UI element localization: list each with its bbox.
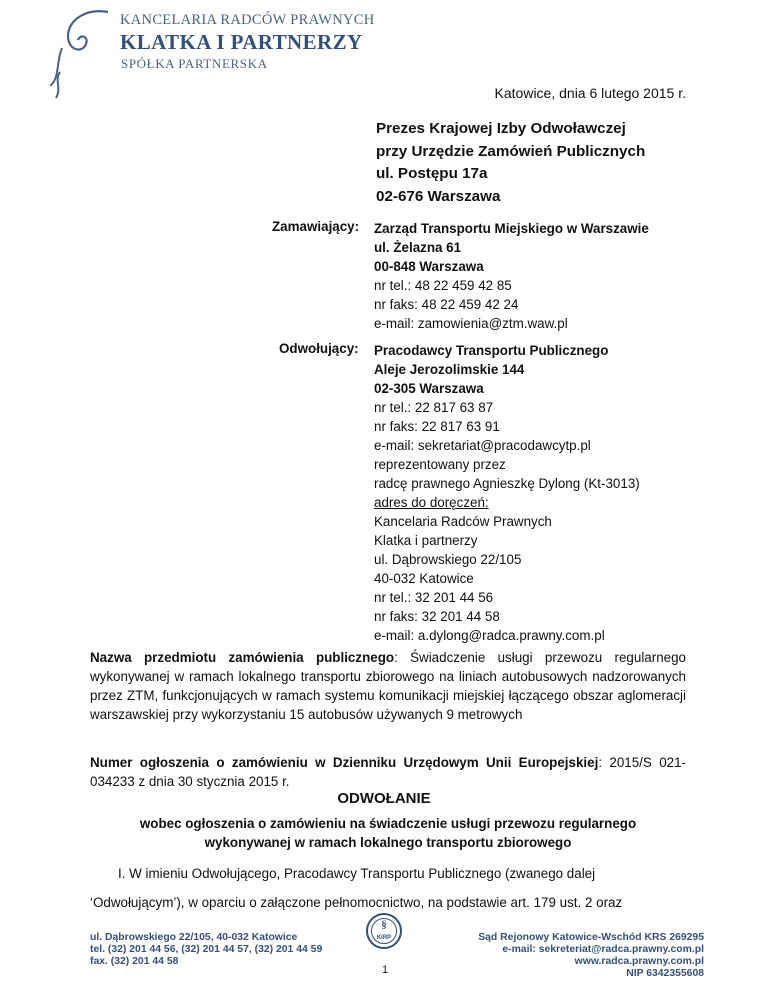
dateline: Katowice, dnia 6 lutego 2015 r. <box>494 85 686 101</box>
appellant-email: e-mail: sekretariat@pracodawcytp.pl <box>374 438 591 453</box>
contracting-line: Zarząd Transportu Miejskiego w Warszawie <box>374 221 649 236</box>
appellant-line: nr faks: 32 201 44 58 <box>374 609 500 624</box>
body-line: I. W imieniu Odwołującego, Pracodawcy Transportu Publicznego (zwanego dalej <box>118 866 596 881</box>
body-paragraph <box>90 859 686 917</box>
subject-label: Nazwa przedmiotu zamówienia publicznego <box>90 650 395 665</box>
body-line: ‘Odwołującym’), w oparciu o załączone pełnomocnictwo, na podstawie art. 179 ust. 2 oraz <box>90 895 623 910</box>
appellant-email: e-mail: a.dylong@radca.prawny.com.pl <box>374 628 605 643</box>
svg-text:§: § <box>381 919 387 931</box>
appellant-line: 40-032 Katowice <box>374 571 474 586</box>
footer-line: tel. (32) 201 44 56, (32) 201 44 57, (32) 201 44 59 <box>90 944 323 955</box>
addressee-line: przy Urzędzie Zamówień Publicznych <box>376 142 646 160</box>
contracting-block <box>374 219 649 333</box>
footer-line: ul. Dąbrowskiego 22/105, 40-032 Katowice <box>90 932 298 943</box>
appellant-line: radcę prawnego Agnieszkę Dylong (Kt-3013) <box>374 476 640 491</box>
contracting-email: e-mail: zamowienia@ztm.waw.pl <box>374 316 568 331</box>
subject-paragraph <box>90 648 686 724</box>
service-address-heading: adres do doręczeń: <box>374 495 489 510</box>
footer-line: e-mail: sekreteriat@radca.prawny.com.pl <box>502 944 704 955</box>
appellant-line: reprezentowany przez <box>374 457 506 472</box>
addressee-line: Prezes Krajowej Izby Odwoławczej <box>376 120 626 137</box>
footer-line: www.radca.prawny.com.pl <box>574 956 704 967</box>
addressee-line: ul. Postępu 17a <box>376 165 488 182</box>
kirp-seal-icon <box>365 912 403 952</box>
appellant-line: ul. Dąbrowskiego 22/105 <box>374 552 522 567</box>
letterhead-line-1: KANCELARIA RADCÓW PRAWNYCH <box>120 12 375 28</box>
contracting-line: 00-848 Warszawa <box>374 259 484 274</box>
appellant-line: Aleje Jerozolimskie 144 <box>374 362 525 377</box>
footer-line: fax. (32) 201 44 58 <box>90 956 179 967</box>
addressee-block <box>376 118 645 208</box>
appellant-line: 02-305 Warszawa <box>374 381 484 396</box>
contracting-line: ul. Żelazna 61 <box>374 240 462 255</box>
appellant-line: nr faks: 22 817 63 91 <box>374 419 500 434</box>
footer-registry <box>478 932 704 980</box>
subtitle-line: wobec ogłoszenia o zamówieniu na świadczenie usługi przewozu regularnego <box>139 816 637 831</box>
addressee-line: 02-676 Warszawa <box>376 187 501 205</box>
document-subtitle <box>90 814 686 852</box>
appellant-line: Pracodawcy Transportu Publicznego <box>374 343 609 358</box>
page-number: 1 <box>381 964 389 976</box>
contracting-label: Zamawiający: <box>272 219 360 234</box>
appellant-line: Kancelaria Radców Prawnych <box>374 514 552 529</box>
appellant-label: Odwołujący: <box>279 341 359 356</box>
notice-paragraph <box>90 753 686 791</box>
appellant-line: nr tel.: 22 817 63 87 <box>374 400 494 415</box>
letterhead-firm-name: KLATKA I PARTNERZY <box>120 30 363 54</box>
appellant-line: Klatka i partnerzy <box>374 533 478 548</box>
notice-text: : 2015/S 021-034233 z dnia 30 stycznia 2015 r. <box>90 755 686 789</box>
contracting-line: nr faks: 48 22 459 42 24 <box>374 297 519 312</box>
notice-label: Numer ogłoszenia o zamówieniu w Dzienniku Urzędowym Unii Europejskiej <box>90 755 599 770</box>
seal-text: KIRP <box>376 935 392 941</box>
document-title: ODWOŁANIE <box>337 790 431 807</box>
letterhead-line-3: SPÓŁKA PARTNERSKA <box>121 56 268 71</box>
margin-ornament-icon <box>48 70 78 110</box>
contracting-line: nr tel.: 48 22 459 42 85 <box>374 278 512 293</box>
footer-line: Sąd Rejonowy Katowice-Wschód KRS 269295 <box>478 932 704 943</box>
subject-text: : Świadczenie usługi przewozu regularnego wykonywanej w ramach lokalnego transportu zbiorowego na liniach autobusowych nadzorowanych przez ZTM, funkcjonujących w ramach systemu komunikacji miejskiej łączącego obszar aglomeracji warszawskiej przy wykorzystaniu 15 autobusów używanych 9 metrowych <box>90 650 686 722</box>
appellant-block <box>374 341 640 645</box>
appellant-line: nr tel.: 32 201 44 56 <box>374 590 494 605</box>
footer-line: NIP 6342355608 <box>626 968 704 979</box>
footer-contact <box>90 932 322 968</box>
subtitle-line: wykonywanej w ramach lokalnego transportu zbiorowego <box>204 835 572 850</box>
